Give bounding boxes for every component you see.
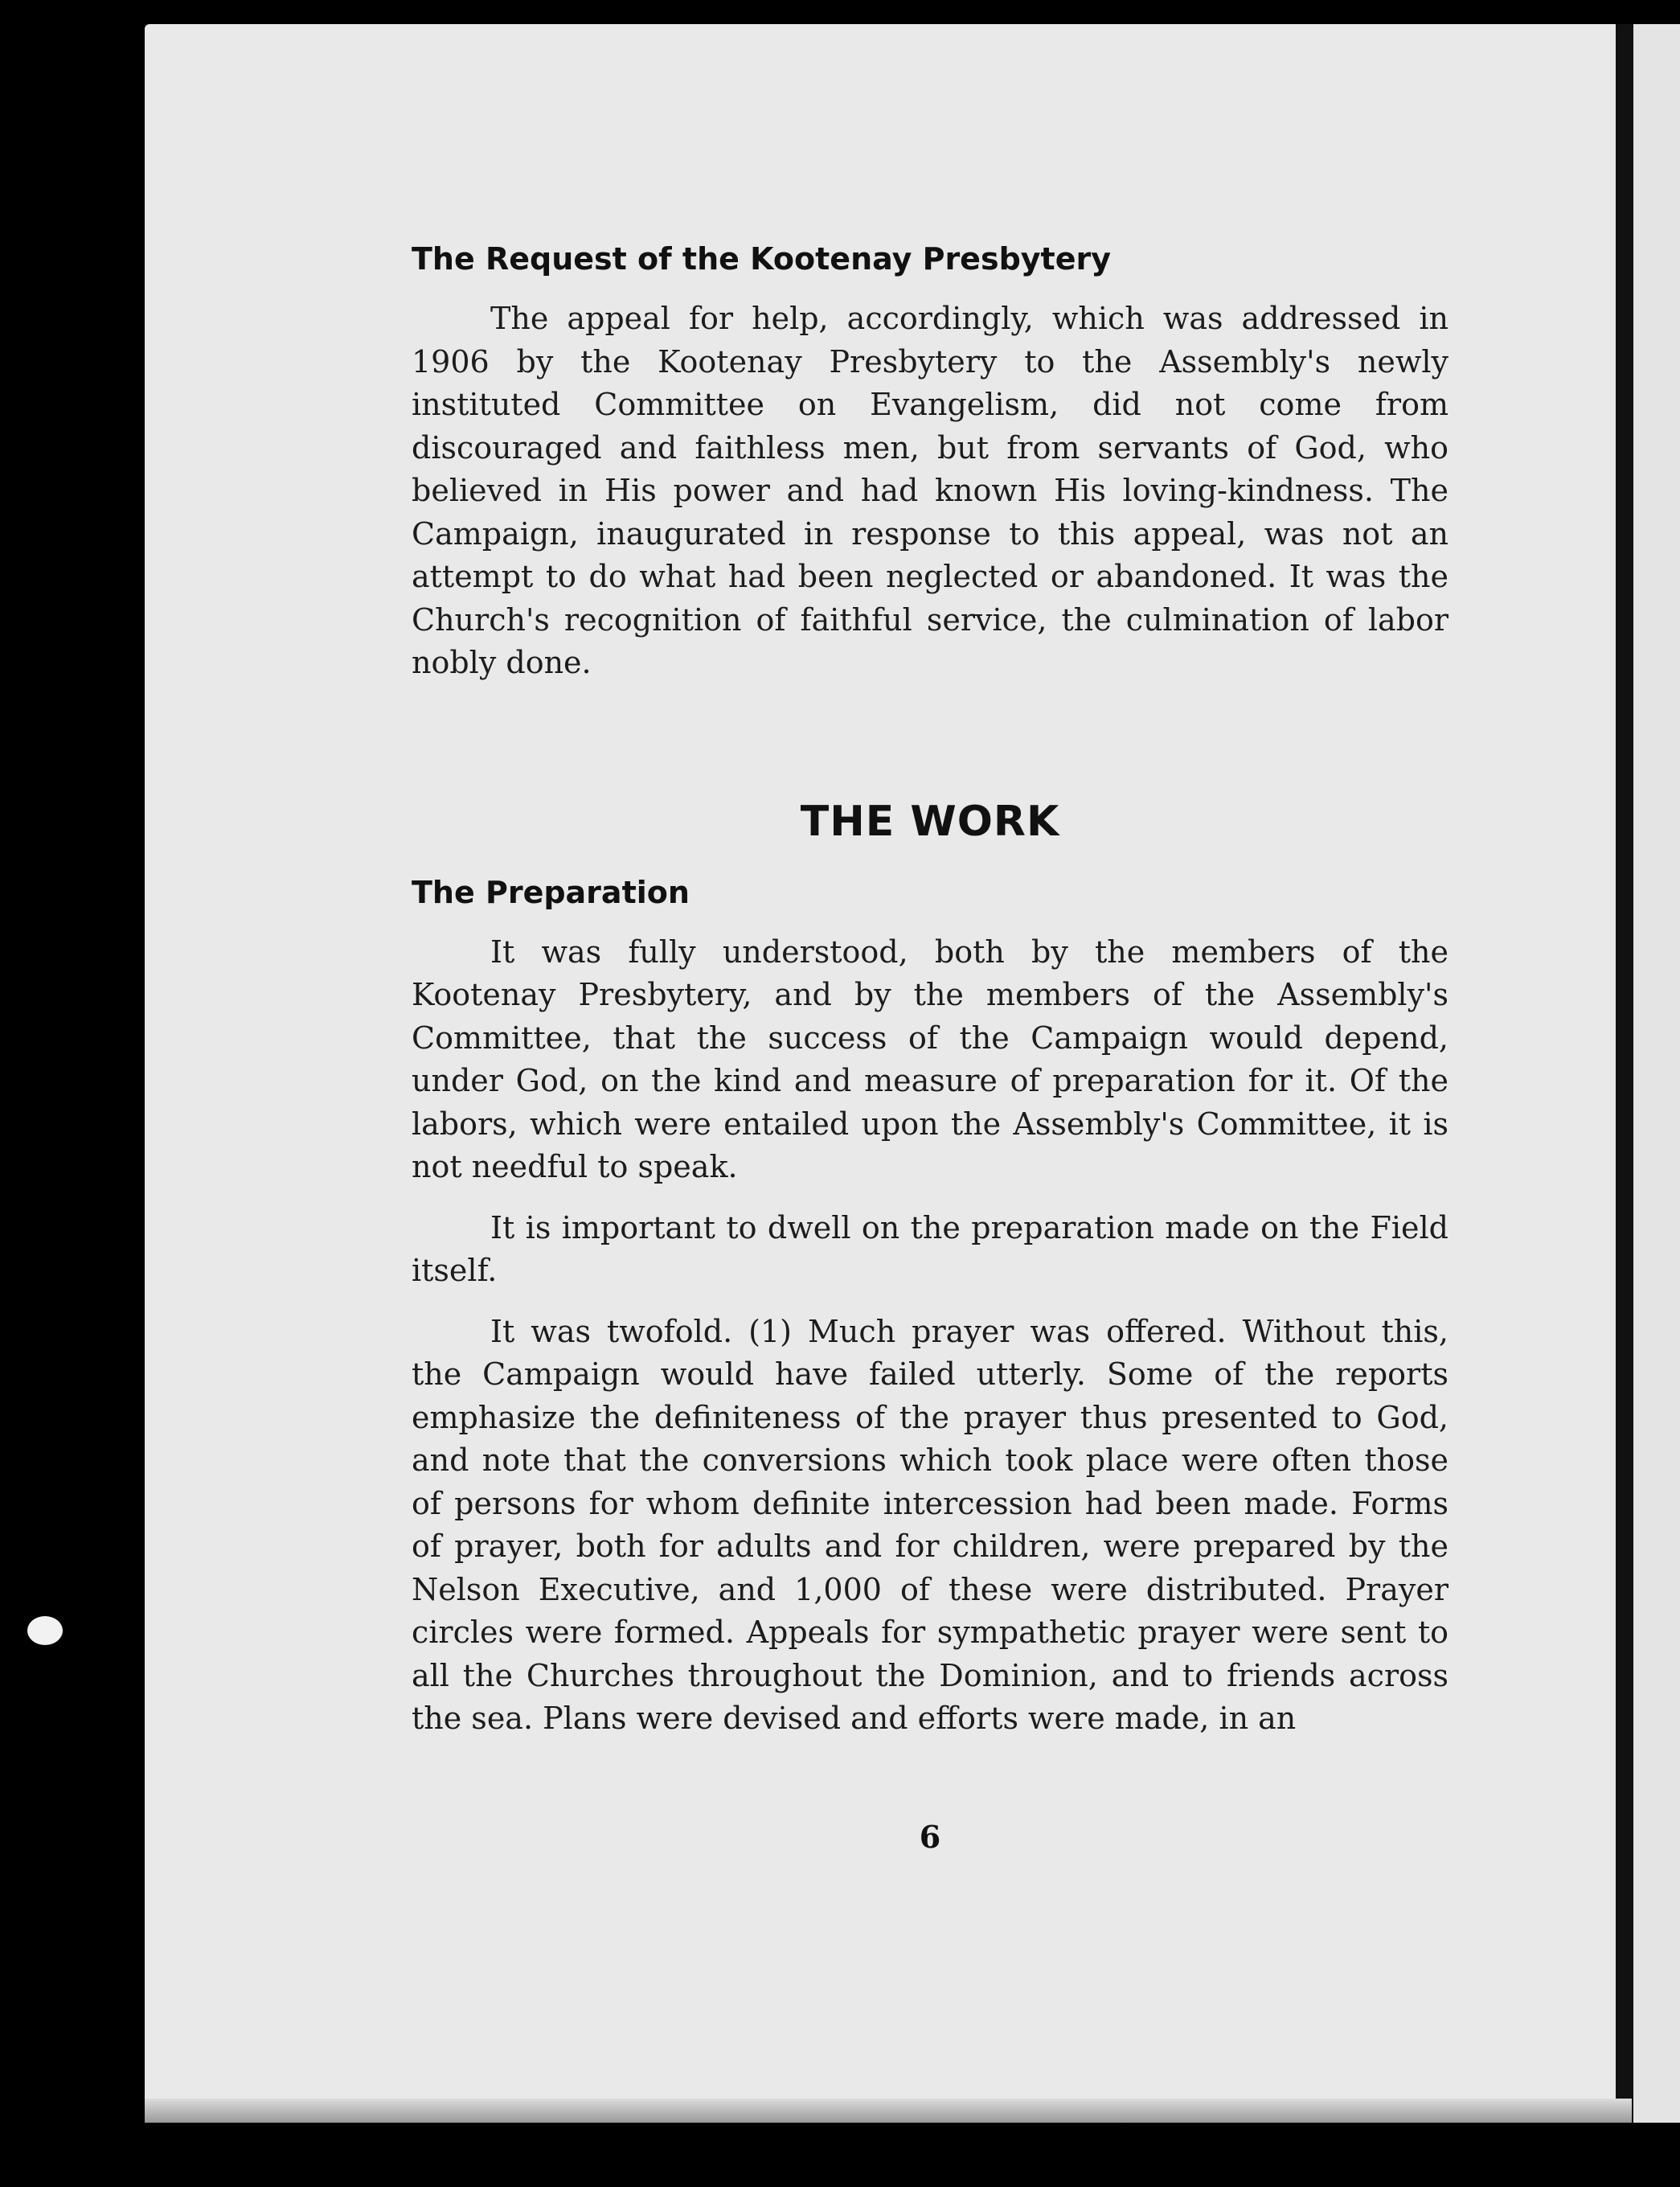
- page-number: 6: [919, 1819, 941, 1855]
- section-heading-preparation: The Preparation: [412, 874, 690, 910]
- paragraph-preparation-3: It was twofold. (1) Much prayer was offered. Without this, the Campaign would have failed utterly. Some of the reports emphasize the definiteness of the prayer thus presented to God, and note that the conversions which took place were often those of persons for whom definite intercession had been made. Forms of prayer, both for adults and for children, were prepared by the Nelson Executive, and 1,000 of these were distributed. Prayer circles were formed. Appeals for sympathetic prayer were sent to all the Churches throughout the Dominion, and to friends across the sea. Plans were devised and efforts were made, in an: [412, 1313, 1448, 1736]
- paragraph-preparation-2: It is important to dwell on the preparation made on the Field itself.: [412, 1209, 1448, 1288]
- page-content: [412, 241, 1448, 1855]
- paragraph-preparation-1: It was fully understood, both by the members of the Kootenay Presbytery, and by the members of the Assembly's Committee, that the success of the Campaign would depend, under God, on the kind and measure of preparation for it. Of the labors, which were entailed upon the Assembly's Committee, it is not needful to speak.: [412, 933, 1448, 1184]
- main-heading: THE WORK: [800, 797, 1060, 846]
- section-heading-request: The Request of the Kootenay Presbytery: [412, 241, 1111, 277]
- scan-speck: [27, 1616, 63, 1645]
- binding-edge: [1616, 24, 1633, 2123]
- paragraph-request: The appeal for help, accordingly, which was addressed in 1906 by the Kootenay Presbytery to the Assembly's newly instituted Committee on Evangelism, did not come from discouraged and faithless men, but from servants of God, who believed in His power and had known His loving-kindness. The Campaign, inaugurated in response to this appeal, was not an attempt to do what had been neglected or abandoned. It was the Church's recognition of faithful service, the culmination of labor nobly done.: [412, 301, 1448, 680]
- page-bottom-edge: [145, 2099, 1632, 2123]
- facing-page-strip: [1633, 24, 1680, 2123]
